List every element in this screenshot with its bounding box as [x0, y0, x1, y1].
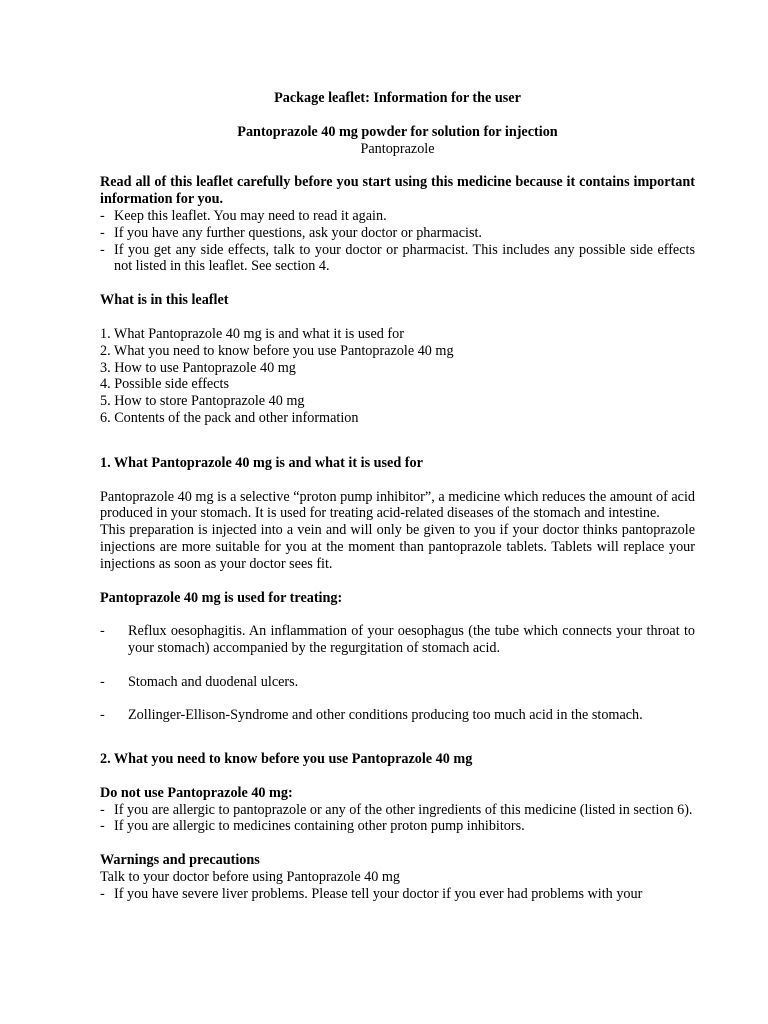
- toc-item: 3. How to use Pantoprazole 40 mg: [100, 359, 296, 376]
- leaflet-content: [100, 90, 695, 902]
- toc-item: 4. Possible side effects: [100, 376, 229, 393]
- toc-item: 2. What you need to know before you use Pantoprazole 40 mg: [100, 342, 454, 359]
- donot-item: - If you are allergic to medicines containing other proton pump inhibitors.: [100, 818, 695, 835]
- donot-item: - If you are allergic to pantoprazole or any of the other ingredients of this medicine (listed in section 6).: [100, 802, 695, 819]
- toc-item: 6. Contents of the pack and other information: [100, 409, 359, 426]
- document-title: Package leaflet: Information for the user: [274, 90, 521, 106]
- toc-item: 5. How to store Pantoprazole 40 mg: [100, 393, 305, 410]
- intro-item: - If you have any further questions, ask your doctor or pharmacist.: [100, 225, 695, 242]
- toc-list: [100, 326, 695, 427]
- intro-item: - If you get any side effects, talk to your doctor or pharmacist. This includes any possible side effects not listed in this leaflet. See section 4.: [100, 242, 695, 276]
- section1-para1: Pantoprazole 40 mg is a selective “proton pump inhibitor”, a medicine which reduces the amount of acid produced in your stomach. It is used for treating acid-related diseases of the stomach and intestine.: [100, 488, 695, 522]
- section2-heading: 2. What you need to know before you use Pantoprazole 40 mg: [100, 750, 473, 767]
- treating-item: - Stomach and duodenal ulcers.: [100, 674, 695, 691]
- section1-para2: This preparation is injected into a vein and will only be given to you if your doctor thinks pantoprazole injections are more suitable for you at the moment than pantoprazole tablets. Tablets will replace your injections as soon as your doctor sees fit.: [100, 522, 695, 572]
- warnings-intro: Talk to your doctor before using Pantoprazole 40 mg: [100, 868, 401, 885]
- intro-item: - Keep this leaflet. You may need to read it again.: [100, 208, 695, 225]
- donot-list: [100, 802, 695, 836]
- intro-warning: Read all of this leaflet carefully before you start using this medicine because it contains important information for you.: [100, 174, 695, 208]
- active-substance: Pantoprazole: [360, 140, 435, 157]
- treating-list: [100, 623, 695, 724]
- toc-item: 1. What Pantoprazole 40 mg is and what it is used for: [100, 325, 404, 342]
- product-name: Pantoprazole 40 mg powder for solution for injection: [237, 123, 558, 140]
- donot-heading: Do not use Pantoprazole 40 mg:: [100, 784, 293, 801]
- warnings-list: [100, 886, 695, 903]
- toc-heading: What is in this leaflet: [100, 292, 229, 309]
- warnings-item: - If you have severe liver problems. Please tell your doctor if you ever had problems with your: [100, 886, 695, 903]
- warnings-heading: Warnings and precautions: [100, 852, 260, 869]
- intro-list: [100, 208, 695, 275]
- treating-heading: Pantoprazole 40 mg is used for treating:: [100, 589, 343, 606]
- section1-heading: 1. What Pantoprazole 40 mg is and what it is used for: [100, 454, 423, 471]
- treating-item: - Zollinger-Ellison-Syndrome and other conditions producing too much acid in the stomach.: [100, 707, 695, 724]
- treating-item: - Reflux oesophagitis. An inflammation of your oesophagus (the tube which connects your throat to your stomach) accompanied by the regurgitation of stomach acid.: [100, 623, 695, 657]
